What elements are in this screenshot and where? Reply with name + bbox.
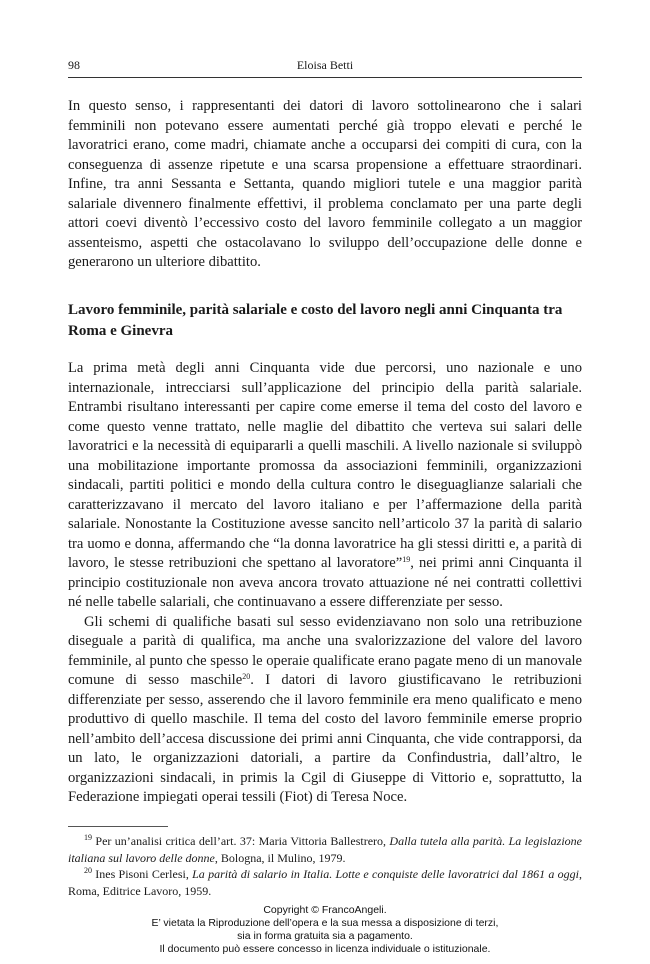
running-head-author: Eloisa Betti	[296, 58, 354, 72]
running-head	[68, 58, 582, 76]
footnote-text: Per un’analisi critica dell’art. 37: Maria Vittoria Ballestrero,	[95, 834, 387, 848]
footnote-number: 20	[84, 866, 92, 875]
footnote-number: 19	[84, 833, 92, 842]
section-heading: Lavoro femminile, parità salariale e costo del lavoro negli anni Cinquanta tra Roma e Ginevra	[68, 302, 563, 339]
footnote-20	[68, 866, 582, 899]
footnote-ref-20[interactable]: 20	[242, 672, 251, 681]
footnote-text: Ines Pisoni Cerlesi,	[95, 867, 189, 881]
paragraph-2-text-b: , nei primi anni Cinquanta il principio costituzionale non aveva ancora trovato attuazione né nei contratti collettivi né nelle tabelle salariali, che continuavano a essere differenziate per sesso.	[68, 555, 582, 610]
footnote-ref-19[interactable]: 19	[402, 555, 411, 564]
paragraph-3-text-a: Gli schemi di qualifiche basati sul sesso evidenziavano non solo una retribuzione diseguale a parità di qualifica, ma anche una svalorizzazione del valore del lavoro femminile, al punto che spesso le operaie qualificate erano pagate meno di un manovale comune di sesso maschile	[68, 613, 582, 688]
header-rule	[68, 77, 582, 78]
copyright-line: Il documento può essere concesso in licenza individuale o istituzionale.	[159, 943, 491, 955]
section-body	[68, 359, 582, 808]
footnote-rule	[68, 826, 168, 827]
paragraph-3	[68, 613, 582, 808]
footnote-19	[68, 833, 582, 866]
paragraph-intro	[68, 97, 582, 273]
paragraph-2-text-a: La prima metà degli anni Cinquanta vide due percorsi, uno nazionale e uno internazionale, intrecciarsi sull’applicazione del principio della parità salariale. Entrambi risultano interessanti per capire come emerse il tema del costo del lavoro e come questo venne trattato, nelle maglie del dibattito che verteva sui salari delle lavoratrici e la necessità di equipararli a quelli maschili. A livello nazionale si sviluppò una mobilitazione importante promossa da associazioni femminili, organizzazioni sindacali, partiti politici e mondo della cultura contro le diseguaglianze salariali che caratterizzavano il mercato del lavoro italiano e per l’affermazione della parità salariale. Nonostante la Costituzione avesse sancito nell’articolo 37 la parità di salario tra uomo e donna, affermando che “la donna lavoratrice ha gli stessi diritti e, a parità di lavoro, le stesse retribuzioni che spettano al lavoratore”	[68, 360, 582, 571]
paragraph-2	[68, 359, 582, 613]
copyright-line: sia in forma gratuita sia a pagamento.	[237, 930, 413, 942]
footnote-text: , Roma, Editrice Lavoro, 1959.	[68, 867, 583, 898]
paragraph-text: In questo senso, i rappresentanti dei datori di lavoro sottolinearono che i salari femminili non potevano essere aumentati perché già troppo elevati e perché le lavoratrici erano, come madri, chiamate anche a occuparsi dei compiti di cura, con la conseguenza di assenze ripetute e una scarsa propensione a effettuare straordinari. Infine, tra anni Sessanta e Settanta, quando migliori tutele e una maggior parità salariale divennero finalmente effettivi, il problema conclamato per una parte degli attori coevi diventò l’eccessivo costo del lavoro femminile collegato a un maggior assenteismo, aspetti che ostacolavano lo sviluppo dell’occupazione delle donne e generarono un ulteriore dibattito.	[68, 98, 582, 270]
copyright-line: Copyright © FrancoAngeli.	[263, 904, 387, 916]
footnote-title: La parità di salario in Italia. Lotte e conquiste delle lavoratrici dal 1861 a oggi	[192, 867, 580, 881]
copyright-line: E’ vietata la Riproduzione dell’opera e la sua messa a disposizione di terzi,	[151, 917, 499, 929]
paragraph-3-text-b: . I datori di lavoro giustificavano le retribuzioni differenziate per sesso, asserendo che il lavoro femminile era meno qualificato e meno produttivo di quello maschile. Il tema del costo del lavoro femminile emerse proprio nell’ambito dell’accesa discussione dei primi anni Cinquanta, che vide contrapporsi, da un lato, le organizzazioni datoriali, a partire da Confindustria, dall’altro, le organizzazioni sindacali, in primis la Cgil di Giuseppe di Vittorio e, soprattutto, la Federazione impiegati operai tessili (Fiot) di Teresa Noce.	[68, 672, 582, 805]
copyright-notice	[0, 904, 650, 956]
footnote-text: , Bologna, il Mulino, 1979.	[214, 850, 346, 865]
footnotes	[68, 833, 582, 899]
page-number: 98	[68, 58, 80, 72]
footnote-title: Dalla tutela alla parità. La legislazione italiana sul lavoro delle donne	[68, 834, 583, 865]
